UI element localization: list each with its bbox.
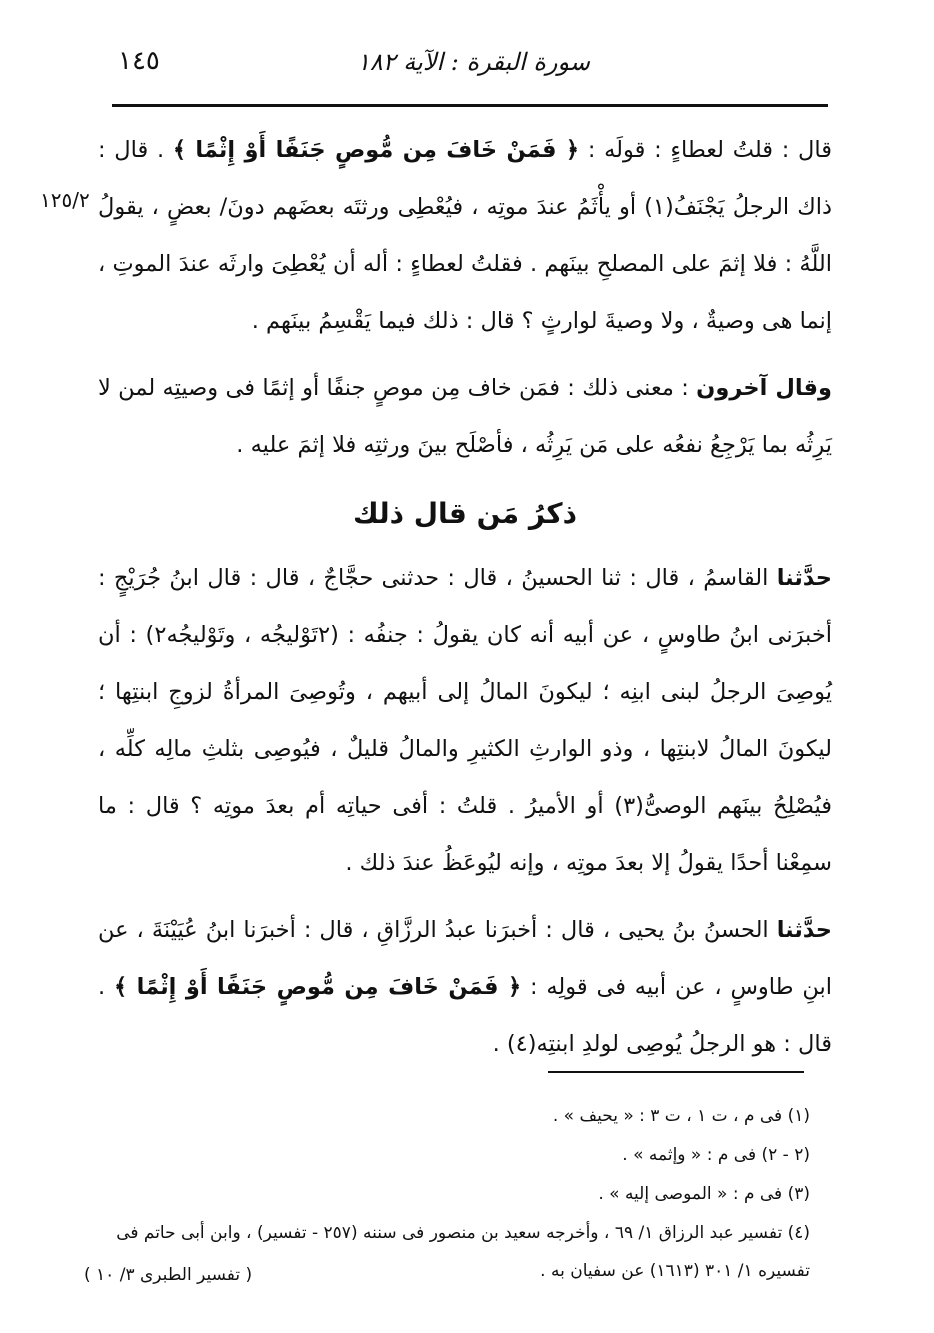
paragraph-2 (98, 360, 832, 474)
paragraph-1 (98, 122, 832, 350)
paragraph-text: الحسنُ بنُ يحيى ، قال : أخبرَنا عبدُ الرزَّاقِ ، قال : أخبرَنا ابنُ عُيَيْنَةَ ، عن ابنِ طاوسٍ ، عن أبيه فى قولِه : (98, 917, 832, 1000)
quran-quote: ﴿ فَمَنْ خَافَ مِن مُّوصٍ جَنَفًا أَوْ إِثْمًا ﴾ (172, 137, 580, 163)
paragraph-lead: وقال آخرون (696, 375, 833, 401)
paragraph-4 (98, 902, 832, 1073)
footnote-3: (٣) فى م : « الموصى إليه » . (598, 1184, 810, 1204)
paragraph-lead: حدَّثنا (776, 917, 832, 943)
margin-reference: ١٢٥/٢ (40, 188, 90, 212)
page-number: ١٤٥ (118, 46, 160, 76)
footnote-4-continuation: تفسيره ١/ ٣٠١ (١٦١٣) عن سفيان به . (540, 1261, 810, 1281)
footnote-2: (٢ - ٢) فى م : « وإثمه » . (622, 1145, 810, 1165)
footnote-4: (٤) تفسير عبد الرزاق ١/ ٦٩ ، وأخرجه سعيد بن منصور فى سننه (٢٥٧ - تفسير) ، وابن أبى حاتم فى (116, 1223, 810, 1243)
paragraph-text: : معنى ذلك : فمَن خاف مِن موصٍ جنفًا أو إثمًا فى وصيتِه لمن لا يَرِثُه بما يَرْجِعُ نفعُه على مَن يَرِثُه ، فأصْلَح بينَ ورثتِه فلا إثمَ عليه . (98, 375, 832, 458)
main-text (98, 122, 832, 1083)
footnotes (84, 1097, 810, 1290)
quran-quote: ﴿ فَمَنْ خَافَ مِن مُّوصٍ جَنَفًا أَوْ إِثْمًا ﴾ (113, 974, 522, 1000)
page-header (112, 42, 826, 96)
paragraph-text: قال : قلتُ لعطاءٍ : قولَه : (579, 137, 832, 163)
footnote-rule (548, 1071, 804, 1073)
paragraph-text: . قال : ذاك الرجلُ يَجْنَفُ(١) أو يأْثَمُ عندَ موتِه ، فيُعْطِى ورثتَه بعضَهم دونَ/ بعضٍ ، يقولُ اللَّهُ : فلا إثمَ على المصلحِ بينَهم . فقلتُ لعطاءٍ : أله أن يُعْطِىَ وارثَه عندَ الموتِ ، إنما هى وصيةٌ ، ولا وصيةَ لوارثٍ ؟ قال : ذلك فيما يَقْسِمُ بينَهم . (98, 137, 833, 334)
running-title: سورة البقرة : الآية ١٨٢ (356, 48, 590, 76)
footnote-1: (١) فى م ، ت ١ ، ت ٣ : « يحيف » . (552, 1106, 810, 1126)
paragraph-text: . قال : هو الرجلُ يُوصِى لولدِ ابنتِه(٤) . (98, 974, 832, 1057)
bottom-reference: ( تفسير الطبرى ٣/ ١٠ ) (84, 1265, 253, 1285)
paragraph-3 (98, 550, 832, 892)
paragraph-text: القاسمُ ، قال : ثنا الحسينُ ، قال : حدثنى حجَّاجٌ ، قال : قال ابنُ جُرَيْجٍ : أخبرَنى ابنُ طاوسٍ ، عن أبيه أنه كان يقولُ : جنفُه : (٢تَوْليجُه ، وتَوْليجُه٢) : أن يُوصِىَ الرجلُ لبنى ابنِه ؛ ليكونَ المالُ إلى أبيهم ، وتُوصِىَ المرأةُ لزوجِ ابنتِها ؛ ليكونَ المالُ لابنتِها ، وذو الوارثِ الكثيرِ والمالُ قليلٌ ، فيُوصِى بثلثِ مالِه كلِّه ، فيُصْلِحُ بينَهم الوصىُّ(٣) أو الأميرُ . قلتُ : أفى حياتِه أم بعدَ موتِه ؟ قال : ما سمِعْنا أحدًا يقولُ إلا بعدَ موتِه ، وإنه ليُوعَظُ عندَ ذلك . (98, 565, 832, 876)
section-heading: ذكرُ مَن قال ذلك (353, 497, 577, 530)
paragraph-lead: حدَّثنا (776, 565, 832, 591)
header-rule (112, 104, 828, 107)
